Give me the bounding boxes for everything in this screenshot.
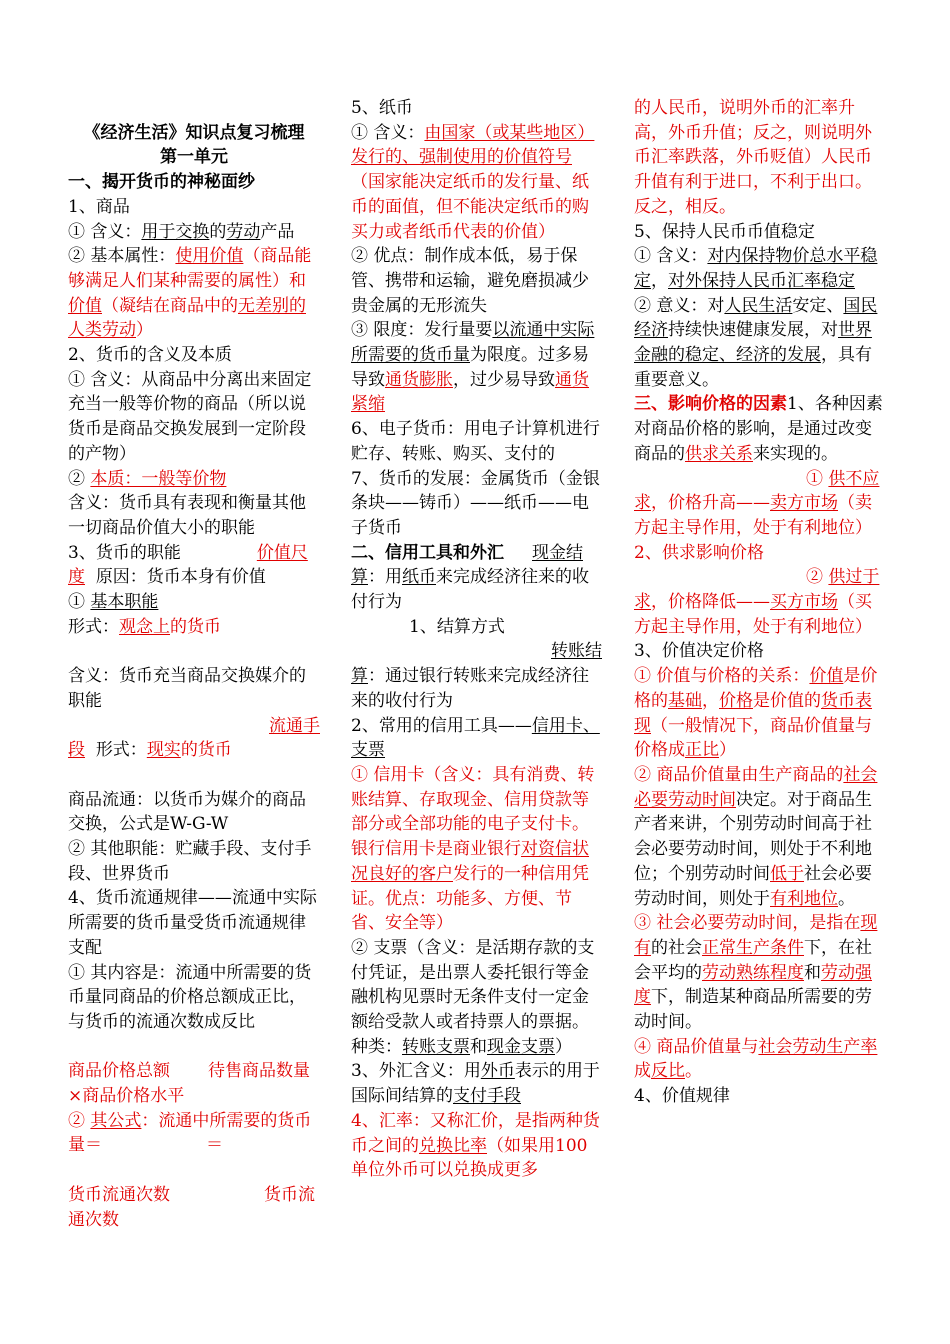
subheading: 2、常用的信用工具——信用卡、支票 xyxy=(351,715,600,761)
unit-heading: 第一单元 xyxy=(160,147,228,168)
paragraph: ① 其内容是：流通中所需要的货币量同商品的价格总额成正比，与货币的流通次数成反比 xyxy=(68,962,312,1032)
paragraph: ① 信用卡（含义：具有消费、转账结算、存取现金、信用贷款等部分或全部功能的电子支付卡。银行信用卡是商业银行对资信状况良好的客户发行的一种信用凭证。优点：功能多、方便、节省、安全等） xyxy=(351,764,595,934)
subheading: 5、纸币 xyxy=(351,98,413,118)
paragraph: ② 基本属性：使用价值（商品能够满足人们某种需要的属性）和价值（凝结在商品中的无差别的人类劳动） xyxy=(68,246,312,341)
paragraph: ② 支票（含义：是活期存款的支付凭证，是出票人委托银行等金融机构见票时无条件支付一定金额给受款人或者持票人的票据。种类：转账支票和现金支票） xyxy=(351,937,595,1057)
paragraph: 6、电子货币：用电子计算机进行贮存、转账、购买、支付的 xyxy=(351,419,600,464)
paragraph: 含义：货币具有表现和衡量其他一切商品价值大小的职能 xyxy=(68,493,306,538)
column-2 xyxy=(351,96,603,1183)
paragraph: 流通手段 形式：现实的货币 xyxy=(68,715,320,761)
paragraph: ① 价值与价格的关系：价值是价格的基础，价格是价值的货币表现（一般情况下，商品价值量与价格成正比） xyxy=(634,666,878,761)
paragraph: ② 优点：制作成本低，易于保管、携带和运输，避免磨损减少贵金属的无形流失 xyxy=(351,246,589,316)
paragraph: ③ 限度：发行量要以流通中实际所需要的货币量为限度。过多易导致通货膨胀，过少易导致通货紧缩 xyxy=(351,320,595,415)
subheading: 2、货币的含义及本质 xyxy=(68,345,232,366)
paragraph: 形式：观念上的货币 xyxy=(68,616,221,637)
paragraph: 3、货币的职能 价值尺度 原因：货币本身有价值 xyxy=(68,542,308,588)
paragraph: ① 含义：对内保持物价总水平稳定，对外保持人民币汇率稳定 xyxy=(634,246,878,291)
paragraph: ① 含义：由国家（或某些地区）发行的、强制使用的价值符号（国家能决定纸币的发行量、纸币的面值，但不能决定纸币的购买力或者纸币代表的价值） xyxy=(351,122,595,242)
paragraph: 转账结算：通过银行转账来完成经济往来的收付行为 xyxy=(351,641,602,711)
paragraph: ② 本质：一般等价物 xyxy=(68,468,227,489)
paragraph: ① 含义：用于交换的劳动产品 xyxy=(68,221,295,242)
paragraph: ① 基本职能 xyxy=(68,592,159,613)
paragraph: ② 其他职能：贮藏手段、支付手段、世界货币 xyxy=(68,839,312,884)
subheading: 5、保持人民币币值稳定 xyxy=(634,221,815,242)
paragraph: 的人民币，说明外币的汇率升高，外币升值；反之，则说明外币汇率跌落，外币贬值）人民币升值有利于进口，不利于出口。反之，相反。 xyxy=(634,98,872,217)
paragraph: 商品流通：以货币为媒介的商品交换，公式是W-G-W xyxy=(68,789,306,835)
paragraph: ② 供过于求，价格降低——买方市场（买方起主导作用，处于有利地位） xyxy=(634,567,880,637)
section-heading: 二、信用工具和外汇 现金结算：用纸币来完成经济往来的收付行为 xyxy=(351,542,589,613)
subheading: 2、供求影响价格 xyxy=(634,542,764,563)
subheading: 4、货币流通规律——流通中实际所需要的货币量受货币流通规律支配 xyxy=(68,888,317,958)
formula-line: 货币流通次数 货币流通次数 xyxy=(68,1184,315,1230)
paragraph: ① 含义：从商品中分离出来固定充当一般等价物的商品（所以说货币是商品交换发展到一定阶段的产物） xyxy=(68,369,312,464)
paragraph: ③ 社会必要劳动时间，是指在现有的社会正常生产条件下，在社会平均的劳动熟练程度和劳动强度下，制造某种商品所需要的劳动时间。 xyxy=(634,913,878,1033)
formula-line: ② 其公式：流通中所需要的货币量＝ ＝ xyxy=(68,1110,312,1156)
subheading: 4、价值规律 xyxy=(634,1086,730,1107)
subheading: 3、价值决定价格 xyxy=(634,641,764,662)
section-heading: 三、影响价格的因素1、各种因素对商品价格的影响，是通过改变商品的供求关系来实现的。 xyxy=(634,394,883,464)
paragraph: ② 意义：对人民生活安定、国民经济持续快速健康发展，对世界金融的稳定、经济的发展，具有重要意义。 xyxy=(634,295,878,390)
paragraph: ② 商品价值量由生产商品的社会必要劳动时间决定。对于商品生产者来讲，个别劳动时间高于社会必要劳动时间，则处于不利地位；个别劳动时间低于社会必要劳动时间，则处于有利地位。 xyxy=(634,764,878,909)
column-3 xyxy=(634,96,888,1109)
paragraph: 4、汇率：又称汇价，是指两种货币之间的兑换比率（如果用100单位外币可以兑换成更多 xyxy=(351,1110,600,1181)
document-title: 《经济生活》知识点复习梳理 xyxy=(83,122,305,143)
formula-line: 商品价格总额 待售商品数量×商品价格水平 xyxy=(68,1061,310,1107)
paragraph: ④ 商品价值量与社会劳动生产率成反比。 xyxy=(634,1036,878,1082)
paragraph: 3、外汇含义：用外币表示的用于国际间结算的支付手段 xyxy=(351,1061,600,1107)
section-heading: 一、揭开货币的神秘面纱 xyxy=(68,172,255,193)
paragraph: ① 供不应求，价格升高——卖方市场（卖方起主导作用，处于有利地位） xyxy=(634,468,880,538)
paragraph: 7、货币的发展：金属货币（金银条块——铸币）——纸币——电子货币 xyxy=(351,468,600,538)
subheading: 1、结算方式 xyxy=(409,616,505,637)
subheading: 1、商品 xyxy=(68,196,130,217)
column-1 xyxy=(68,96,320,1232)
paragraph: 含义：货币充当商品交换媒介的职能 xyxy=(68,666,306,711)
